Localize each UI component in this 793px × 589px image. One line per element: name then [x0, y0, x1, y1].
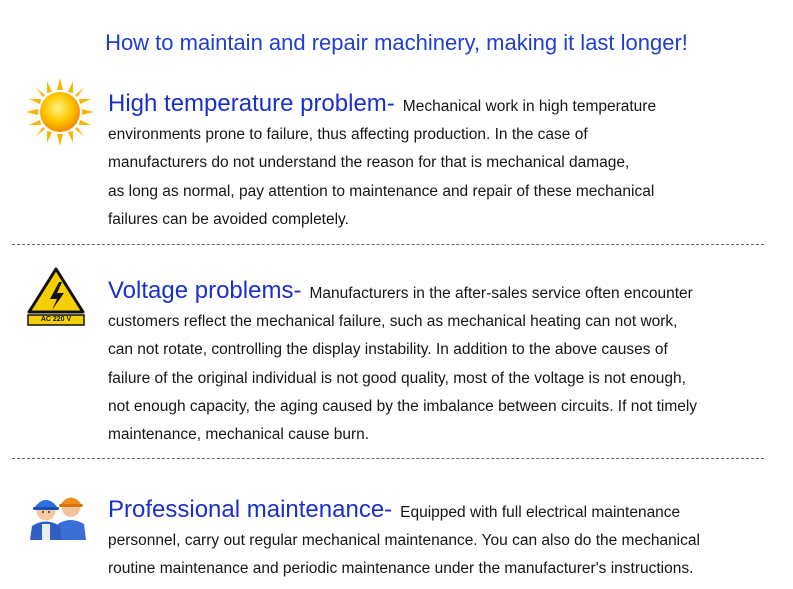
- paragraph-line: Equipped with full electrical maintenance: [400, 504, 681, 521]
- paragraph-line: failures can be avoided completely.: [108, 210, 349, 228]
- paragraph-line: as long as normal, pay attention to maintenance and repair of these mechanical: [108, 182, 655, 200]
- paragraph-line: routine maintenance and periodic maintenance under the manufacturer's instructions.: [108, 560, 694, 578]
- paragraph-line: failure of the original individual is not good quality, most of the voltage is not enough,: [108, 369, 686, 387]
- voltage-label: AC 220 V: [40, 316, 72, 323]
- paragraph-line: maintenance, mechanical cause burn.: [108, 426, 370, 444]
- paragraph-line: customers reflect the mechanical failure, such as mechanical heating can not work,: [108, 313, 678, 331]
- high-voltage-warning-icon: [26, 266, 86, 331]
- paragraph-line: manufacturers do not understand the reason for that is mechanical damage,: [108, 154, 630, 172]
- paragraph-line: Manufacturers in the after-sales service often encounter: [309, 285, 693, 302]
- section-high-temperature-text: [108, 90, 656, 234]
- page-title: How to maintain and repair machinery, making it last longer!: [105, 30, 688, 55]
- paragraph-line: not enough capacity, the aging caused by the imbalance between circuits. If not timely: [108, 397, 698, 415]
- section-voltage-text: [108, 277, 697, 449]
- paragraph-line: environments prone to failure, thus affecting production. In the case of: [108, 126, 588, 144]
- paragraph-line: Mechanical work in high temperature: [402, 98, 657, 115]
- section-divider: [12, 244, 764, 245]
- section-professional-maintenance-text: [108, 496, 700, 584]
- section-heading: Professional maintenance-: [108, 496, 393, 523]
- section-heading: High temperature problem-: [108, 90, 395, 117]
- maintenance-workers-icon: [30, 484, 88, 545]
- sun-icon: [24, 76, 96, 153]
- section-heading: Voltage problems-: [108, 277, 302, 304]
- paragraph-line: personnel, carry out regular mechanical maintenance. You can also do the mechanical: [108, 532, 700, 550]
- section-divider: [12, 458, 764, 459]
- paragraph-line: can not rotate, controlling the display instability. In addition to the above causes of: [108, 341, 668, 359]
